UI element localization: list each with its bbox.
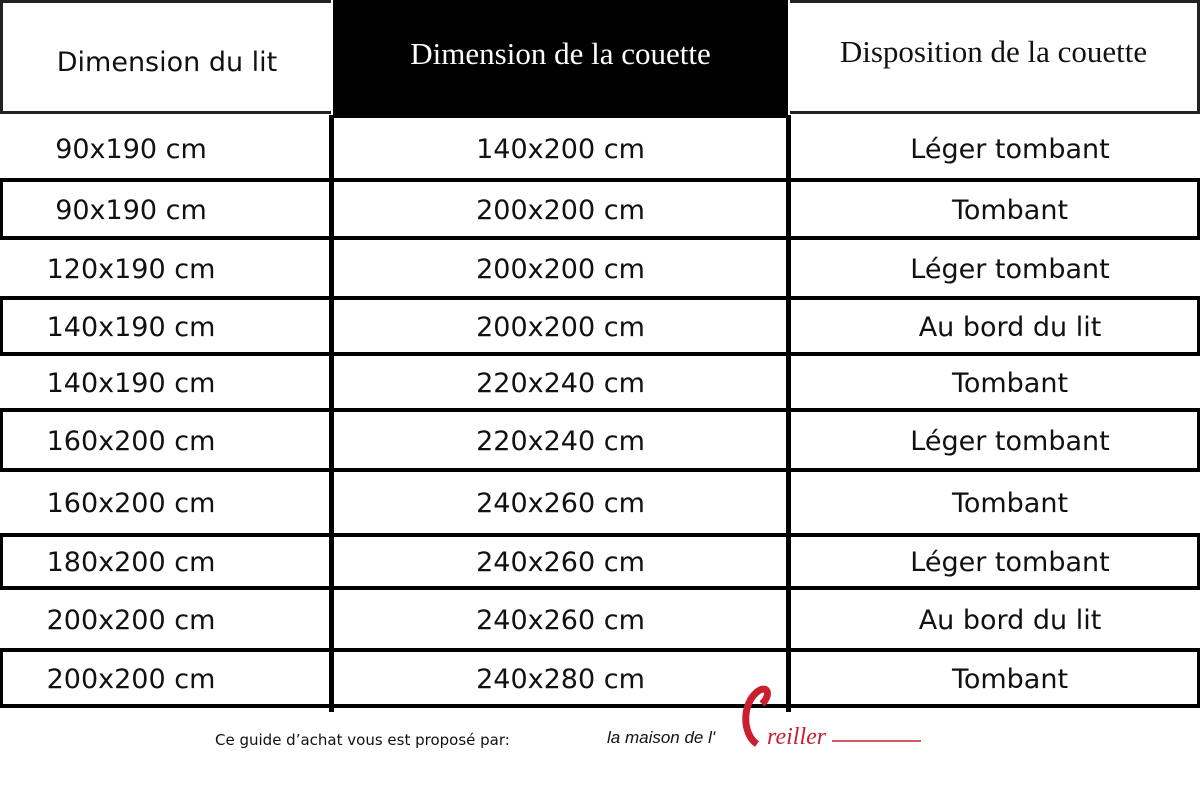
row-divider bbox=[0, 468, 1200, 472]
header-bed-size: Dimension du lit bbox=[0, 0, 331, 114]
row-border bbox=[0, 648, 3, 706]
bed-size-cell: 90x190 cm bbox=[55, 133, 207, 165]
duvet-size-cell: 240x260 cm bbox=[476, 604, 645, 636]
row-divider bbox=[0, 178, 1200, 182]
header-duvet-size: Dimension de la couette bbox=[333, 0, 788, 118]
svg-text:reiller: reiller bbox=[767, 724, 827, 750]
logo-oreiller-mark bbox=[607, 684, 927, 754]
table-row bbox=[0, 652, 1200, 706]
row-divider bbox=[0, 648, 1200, 652]
row-border bbox=[0, 296, 3, 354]
table-row bbox=[0, 590, 1200, 650]
table-row bbox=[0, 118, 1200, 180]
bed-size-cell: 140x190 cm bbox=[46, 311, 216, 343]
table-row bbox=[0, 300, 1200, 354]
brand-logo bbox=[607, 684, 927, 754]
duvet-size-cell: 240x260 cm bbox=[476, 488, 645, 519]
bed-size-cell: 200x200 cm bbox=[46, 663, 216, 695]
duvet-size-cell: 220x240 cm bbox=[476, 425, 645, 457]
bed-size-cell: 120x190 cm bbox=[46, 253, 216, 285]
row-border bbox=[0, 408, 3, 470]
row-border bbox=[0, 533, 3, 588]
column-divider bbox=[786, 115, 791, 712]
duvet-layout-cell: Léger tombant bbox=[910, 253, 1110, 285]
column-divider bbox=[329, 115, 334, 712]
bed-size-cell: 160x200 cm bbox=[46, 425, 216, 457]
row-divider bbox=[0, 704, 1200, 708]
row-divider bbox=[0, 352, 1200, 356]
row-divider bbox=[0, 533, 1200, 537]
table-row bbox=[0, 182, 1200, 238]
duvet-layout-cell: Tombant bbox=[951, 367, 1069, 399]
bed-size-cell: 180x200 cm bbox=[46, 547, 216, 578]
table-row bbox=[0, 240, 1200, 298]
duvet-size-cell: 240x280 cm bbox=[476, 663, 645, 695]
duvet-layout-cell: Au bord du lit bbox=[918, 311, 1102, 343]
table-row bbox=[0, 356, 1200, 410]
table-row bbox=[0, 472, 1200, 535]
footer-text: Ce guide d’achat vous est proposé par: bbox=[215, 731, 510, 749]
duvet-size-cell: 200x200 cm bbox=[476, 194, 645, 226]
duvet-size-cell: 200x200 cm bbox=[476, 311, 645, 343]
duvet-layout-cell: Au bord du lit bbox=[918, 604, 1102, 636]
duvet-size-cell: 200x200 cm bbox=[476, 253, 645, 285]
duvet-size-cell: 140x200 cm bbox=[476, 133, 645, 165]
duvet-layout-cell: Tombant bbox=[951, 488, 1069, 519]
duvet-size-cell: 240x260 cm bbox=[476, 547, 645, 578]
duvet-layout-cell: Tombant bbox=[951, 194, 1069, 226]
row-divider bbox=[0, 236, 1200, 240]
row-divider bbox=[0, 408, 1200, 412]
duvet-size-cell: 220x240 cm bbox=[476, 367, 645, 399]
bed-size-cell: 140x190 cm bbox=[46, 367, 216, 399]
header-duvet-layout: Disposition de la couette bbox=[790, 0, 1200, 114]
logo-prefix: la maison de l' bbox=[607, 728, 716, 747]
duvet-layout-cell: Léger tombant bbox=[910, 547, 1110, 578]
bed-size-cell: 200x200 cm bbox=[46, 604, 216, 636]
bed-size-cell: 90x190 cm bbox=[55, 194, 207, 226]
table-row bbox=[0, 412, 1200, 470]
duvet-layout-cell: Tombant bbox=[951, 663, 1069, 695]
row-divider bbox=[0, 586, 1200, 590]
duvet-layout-cell: Léger tombant bbox=[910, 425, 1110, 457]
table-row bbox=[0, 537, 1200, 588]
bed-size-cell: 160x200 cm bbox=[46, 488, 216, 519]
duvet-layout-cell: Léger tombant bbox=[910, 133, 1110, 165]
row-divider bbox=[0, 296, 1200, 300]
row-border bbox=[0, 178, 3, 238]
